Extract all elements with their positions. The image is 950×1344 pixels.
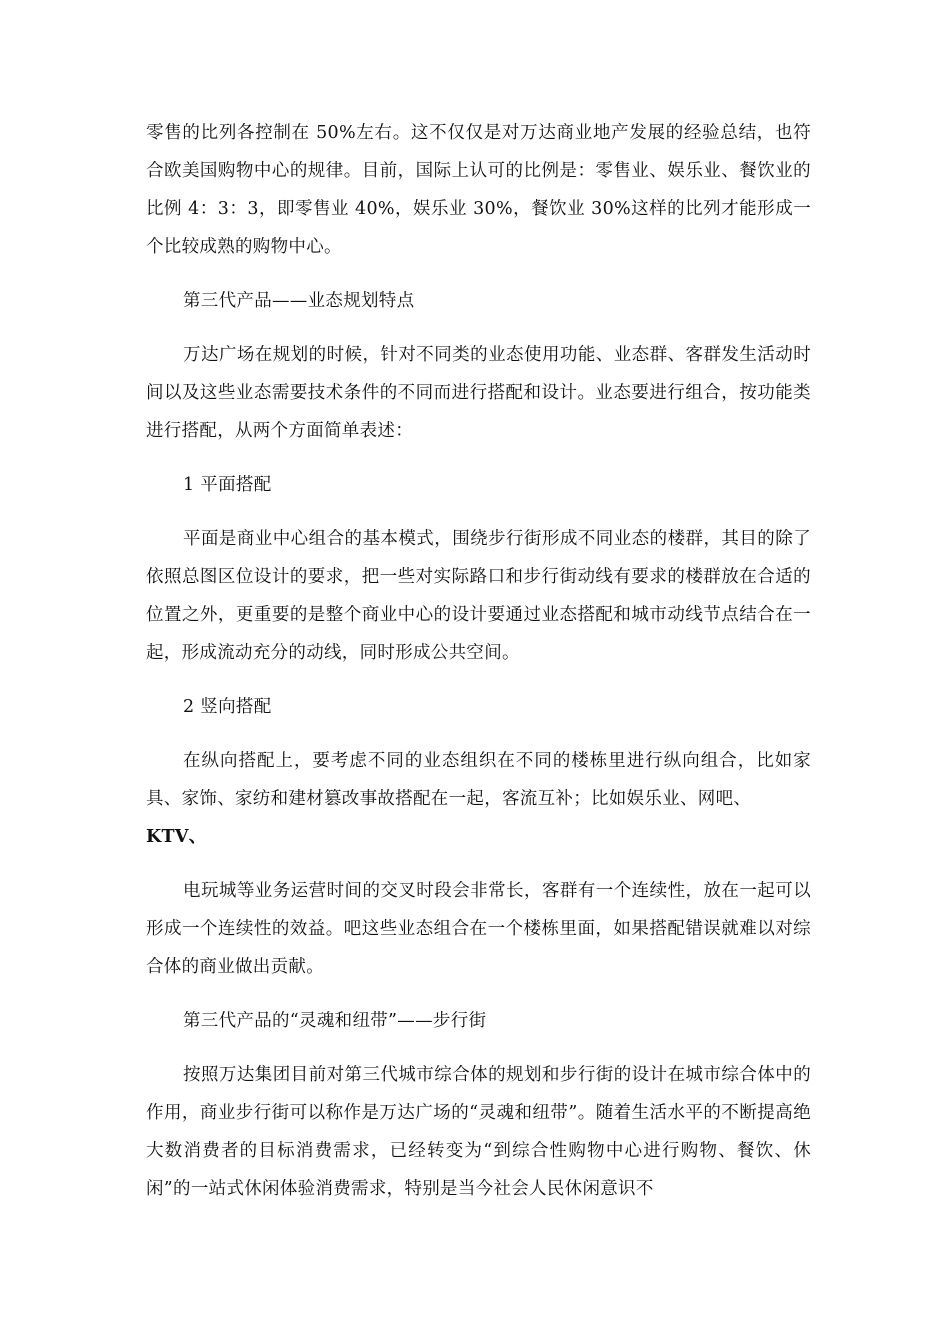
paragraph-pedestrian-street: 按照万达集团目前对第三代城市综合体的规划和步行街的设计在城市综合体中的作用，商业步行街可以称作是万达广场的“灵魂和纽带”。随着生活水平的不断提高绝大数消费者的目标消费需求，已经转变为“到综合性购物中心进行购物、餐饮、休闲”的一站式休闲体验消费需求，特别是当今社会人民休闲意识不 <box>146 1065 811 1199</box>
subheading-plane-layout: 1 平面搭配 <box>183 475 272 495</box>
paragraph-plane-layout: 平面是商业中心组合的基本模式，围绕步行街形成不同业态的楼群，其目的除了依照总图区位设计的要求，把一些对实际路口和步行街动线有要求的楼群放在合适的位置之外，更重要的是整个商业中心的设计要通过业态搭配和城市动线节点结合在一起，形成流动充分的动线，同时形成公共空间。 <box>146 529 811 663</box>
paragraph-planning: 万达广场在规划的时候，针对不同类的业态使用功能、业态群、客群发生活动时间以及这些业态需要技术条件的不同而进行搭配和设计。业态要进行组合，按功能类进行搭配，从两个方面简单表述： <box>146 345 811 441</box>
subheading-vertical-layout: 2 竖向搭配 <box>183 697 272 717</box>
paragraph-ratio: 零售的比列各控制在 50%左右。这不仅仅是对万达商业地产发展的经验总结，也符合欧美国购物中心的规律。目前，国际上认可的比例是：零售业、娱乐业、餐饮业的比例 4：3：3，即零售业 40%，娱乐业 30%，餐饮业 30%这样的比列才能形成一个比较成熟的购物中心。 <box>146 123 811 257</box>
section-heading-pedestrian-street: 第三代产品的“灵魂和纽带”——步行街 <box>183 1011 487 1031</box>
section-heading-zoning: 第三代产品——业态规划特点 <box>183 291 415 311</box>
document-body <box>146 114 811 1224</box>
paragraph-ktv: KTV、 <box>146 827 207 847</box>
paragraph-entertainment: 电玩城等业务运营时间的交叉时段会非常长，客群有一个连续性，放在一起可以形成一个连续性的效益。吧这些业态组合在一个楼栋里面，如果搭配错误就难以对综合体的商业做出贡献。 <box>146 881 811 977</box>
paragraph-vertical-layout: 在纵向搭配上，要考虑不同的业态组织在不同的楼栋里进行纵向组合，比如家具、家饰、家纺和建材篡改事故搭配在一起，客流互补；比如娱乐业、网吧、 <box>146 751 811 809</box>
